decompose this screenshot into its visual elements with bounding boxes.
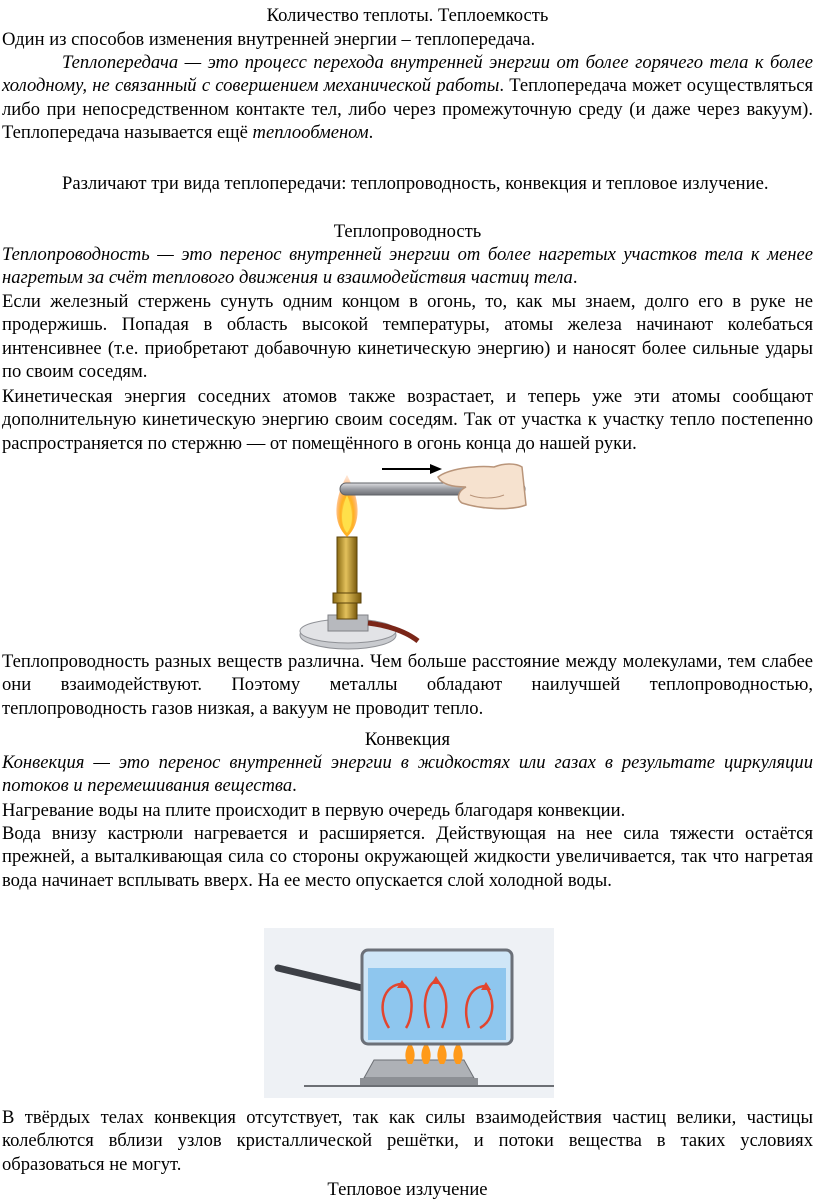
heat-transfer-description: . Теплопередача может осуществляться либо при непосредственном контакте тел, либо через промежуточную среду (и даже через вакуум). Теплопередача называется ещё bbox=[2, 75, 813, 143]
conduction-heading: Теплопроводность bbox=[333, 221, 482, 242]
conduction-definition: Теплопроводность — это перенос внутренней энергии от более нагретых участков тела к менее нагретым за счёт теплового движения и взаимодействия частиц тела. bbox=[2, 244, 813, 289]
heat-transfer-term: Теплопередача bbox=[62, 52, 179, 73]
transfer-types: Различают три вида теплопередачи: теплопроводность, конвекция и тепловое излучение. bbox=[62, 173, 769, 194]
bunsen-burner-illustration bbox=[290, 455, 530, 655]
convection-paragraph-3: В твёрдых телах конвекция отсутствует, так как силы взаимодействия частиц велики, частицы колеблются вблизи узлов кристаллической решётки, и потоки вещества в таких условиях образоваться не могут. bbox=[2, 1107, 813, 1175]
conduction-paragraph-3: Теплопроводность разных веществ различна. Чем больше расстояние между молекулами, тем слабее они взаимодействуют. Поэтому металлы обладают наилучшей теплопроводностью, теплопроводность газов низкая, а вакуум не проводит тепло. bbox=[2, 651, 813, 719]
conduction-paragraph-1: Если железный стержень сунуть одним концом в огонь, то, как мы знаем, долго его в руке не продержишь. Попадая в область высокой температуры, атомы железа начинают колебаться интенсивнее (т.е. приобретают добавочную кинетическую энергию) и наносят более сильные удары по своим соседям. bbox=[2, 291, 813, 382]
conduction-paragraph-2: Кинетическая энергия соседних атомов также возрастает, и теперь уже эти атомы сообщают дополнительную кинетическую энергию своим соседям. Так от участка к участку тепло постепенно распространяется по стержню — от помещённого в огонь конца до нашей руки. bbox=[2, 386, 813, 454]
heat-exchange-term: теплообменом bbox=[252, 121, 369, 143]
convection-definition: Конвекция — это перенос внутренней энергии в жидкостях или газах в результате циркуляции потоков и перемешивания вещества. bbox=[2, 752, 813, 797]
radiation-heading: Тепловое излучение bbox=[327, 1179, 488, 1200]
intro-line: Один из способов изменения внутренней энергии – теплопередача. bbox=[2, 29, 536, 50]
convection-paragraph-1: Нагревание воды на плите происходит в первую очередь благодаря конвекции. bbox=[2, 800, 626, 821]
convection-heading: Конвекция bbox=[364, 729, 451, 750]
convection-paragraph-2: Вода внизу кастрюли нагревается и расширяется. Действующая на нее сила тяжести остаётся прежней, а выталкивающая сила со стороны окружающей жидкости увеличивается, так что нагретая вода начинает всплывать вверх. На ее место опускается слой холодной воды. bbox=[2, 823, 813, 891]
heat-transfer-definition: Теплопередача — это процесс перехода внутренней энергии от более горячего тела к более холодному, не связанный с совершением механической работы. Теплопередача может осуществляться либо при непосредственном контакте тел, либо через промежуточную среду (и даже через вакуум). Теплопередача называется ещё теплообменом. bbox=[2, 52, 813, 143]
convection-pot-illustration bbox=[264, 928, 554, 1098]
page-title: Количество теплоты. Теплоемкость bbox=[266, 5, 549, 26]
heat-transfer-def-text: — это процесс перехода внутренней энергии от более горячего тела к более холодному, не связанный с совершением механической работы bbox=[2, 52, 813, 97]
